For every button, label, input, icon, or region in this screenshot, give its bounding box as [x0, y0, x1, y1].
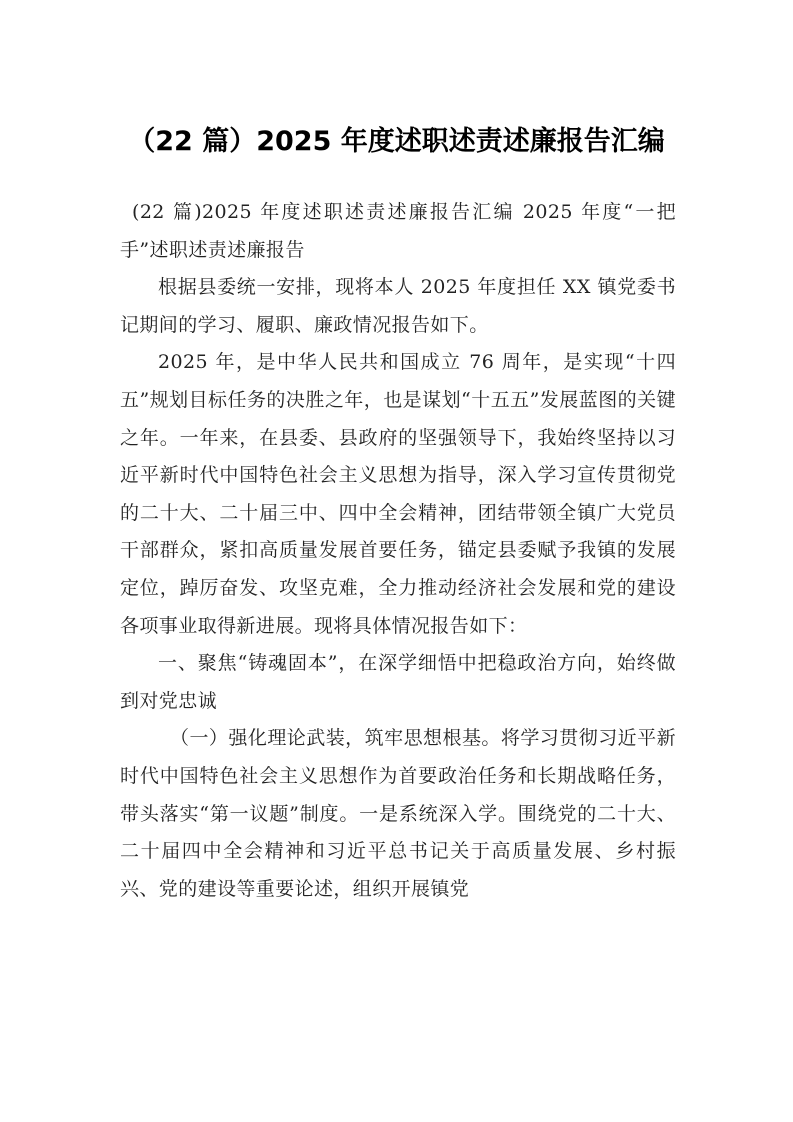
document-body [120, 194, 676, 908]
document-title: （22 篇）2025 年度述职述责述廉报告汇编 [128, 126, 665, 157]
subsection-1-paragraph: （一）强化理论武装，筑牢思想根基。将学习贯彻习近平新时代中国特色社会主义思想作为首要政治任务和长期战略任务，带头落实“第一议题”制度。一是系统深入学。围绕党的二十大、二十届四中全会精神和习近平总书记关于高质量发展、乡村振兴、党的建设等重要论述，组织开展镇党 [120, 727, 676, 900]
paragraph-overview: 2025 年，是中华人民共和国成立 76 周年，是实现“十四五”规划目标任务的决胜之年，也是谋划“十五五”发展蓝图的关键之年。一年来，在县委、县政府的坚强领导下，我始终坚持以习近平新时代中国特色社会主义思想为指导，深入学习宣传贯彻党的二十大、二十届三中、四中全会精神，团结带领全镇广大党员干部群众，紧扣高质量发展首要任务，锚定县委赋予我镇的发展定位，踔厉奋发、攻坚克难，全力推动经济社会发展和党的建设各项事业取得新进展。现将具体情况报告如下： [120, 351, 676, 637]
section-heading-1: 一、聚焦“铸魂固本”，在深学细悟中把稳政治方向，始终做到对党忠诚 [120, 652, 676, 712]
paragraph-preface: 根据县委统一安排，现将本人 2025 年度担任 XX 镇党委书记期间的学习、履职、廉政情况报告如下。 [120, 276, 676, 336]
paragraph-intro: (22 篇)2025 年度述职述责述廉报告汇编 2025 年度“一把手”述职述责述廉报告 [120, 201, 676, 261]
